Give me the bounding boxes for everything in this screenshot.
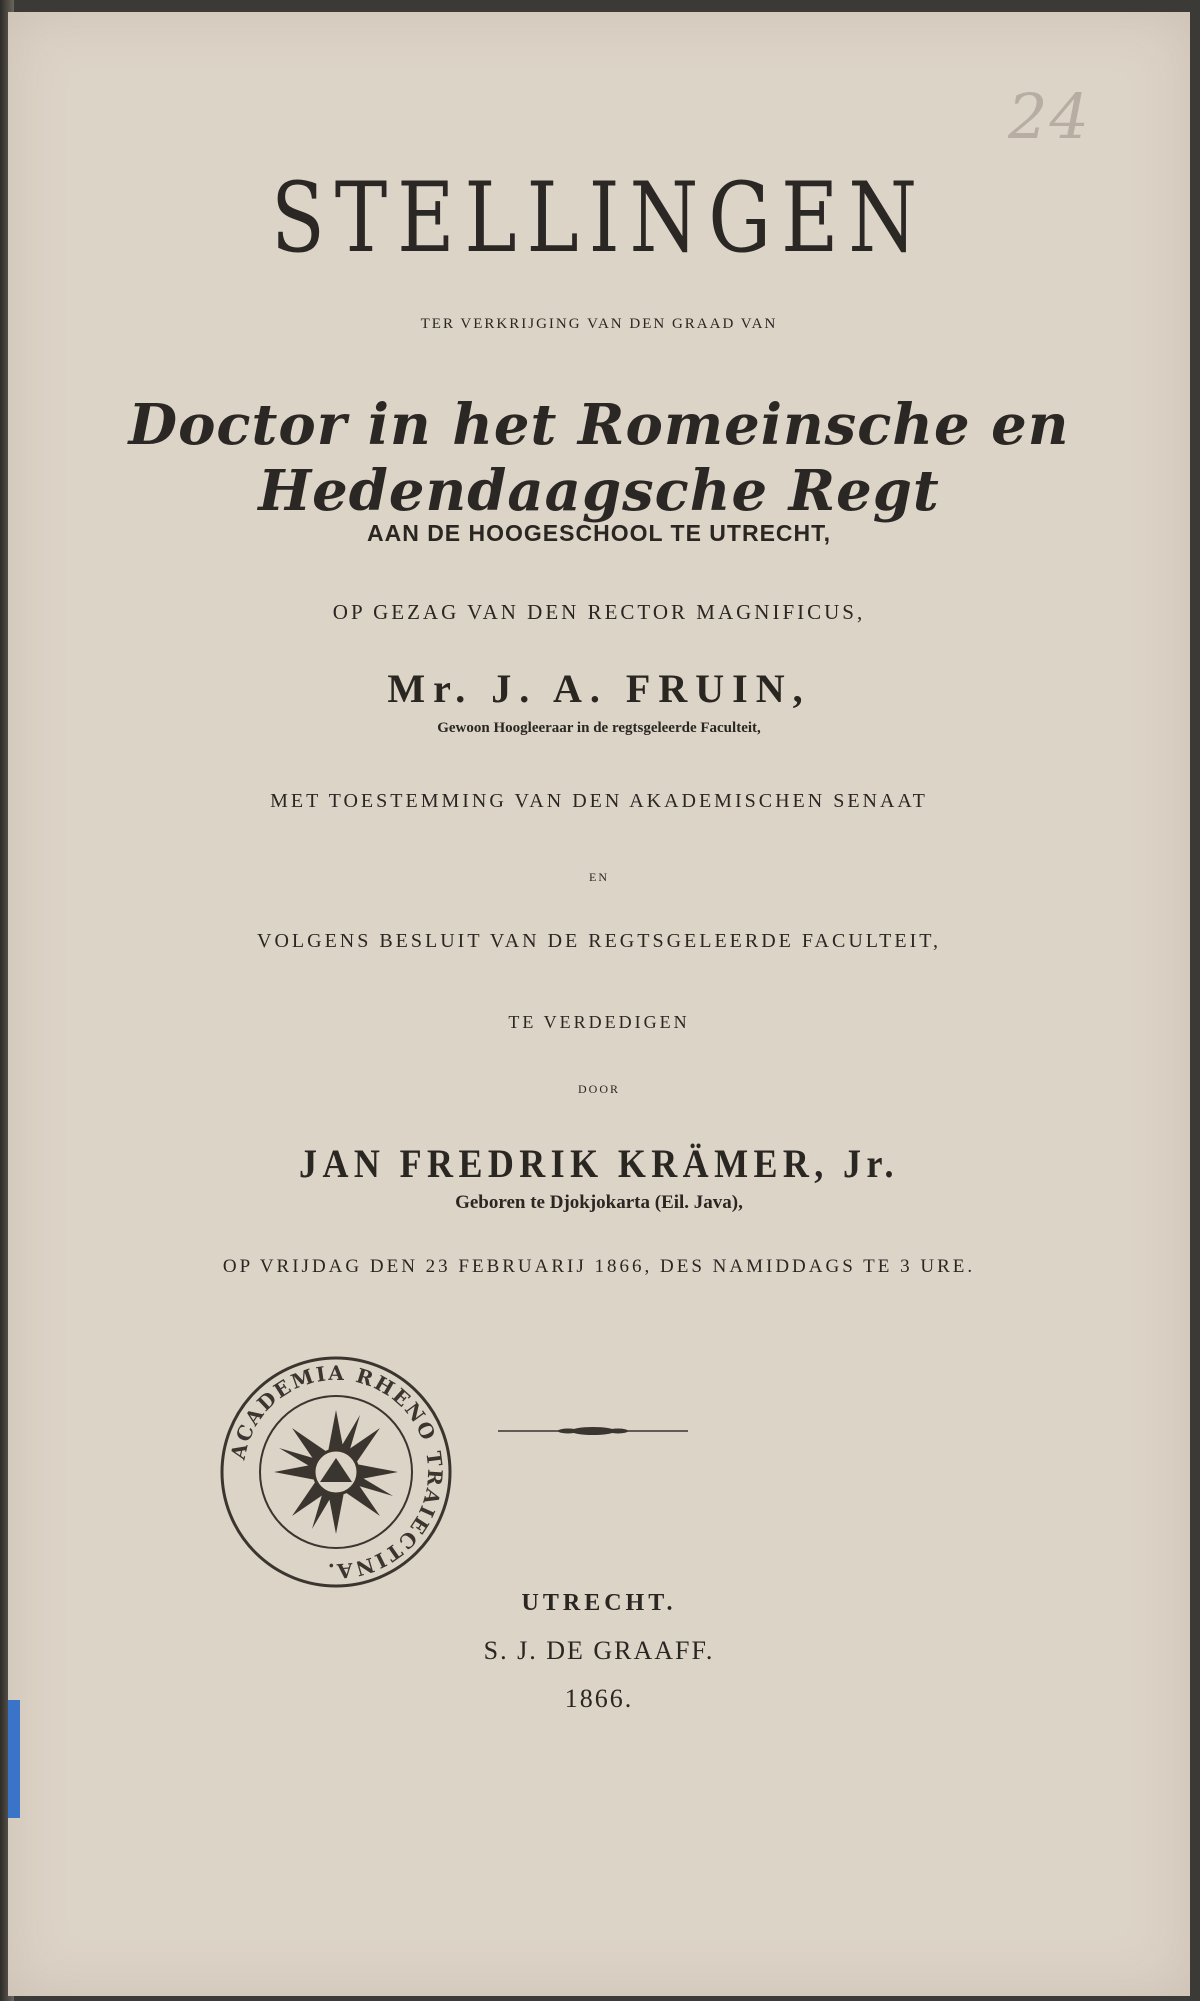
sun-icon — [274, 1410, 398, 1534]
degree-title: Doctor in het Romeinsche en Hedendaagsche Regt — [128, 392, 1070, 524]
author-name: JAN FREDRIK KRÄMER, Jr. — [299, 1141, 899, 1186]
defend-line: TE VERDEDIGEN — [508, 1012, 690, 1032]
decision-line: VOLGENS BESLUIT VAN DE REGTSGELEERDE FACULTEIT, — [257, 930, 941, 952]
rector-name: Mr. J. A. FRUIN, — [387, 666, 811, 711]
consent-line: MET TOESTEMMING VAN DEN AKADEMISCHEN SENAAT — [270, 790, 928, 812]
blue-bookmark-tab — [8, 1700, 20, 1818]
imprint-place: UTRECHT. — [521, 1590, 677, 1616]
imprint-printer: S. J. DE GRAAFF. — [483, 1636, 715, 1665]
ornamental-rule — [498, 1424, 688, 1438]
seal-text: ACADEMIA RHENO TRAIECTINA. — [225, 1360, 448, 1584]
authority-line: OP GEZAG VAN DEN RECTOR MAGNIFICUS, — [332, 600, 866, 624]
university-seal-stamp — [216, 1352, 456, 1592]
pencil-annotation: 24 — [1008, 80, 1091, 153]
subtitle: TER VERKRIJGING VAN DEN GRAAD VAN — [420, 316, 778, 332]
defense-date: OP VRIJDAG DEN 23 FEBRUARIJ 1866, DES NAMIDDAGS TE 3 URE. — [222, 1256, 976, 1277]
by-line: DOOR — [577, 1082, 620, 1096]
rector-role: Gewoon Hoogleeraar in de regtsgeleerde Faculteit, — [437, 720, 761, 736]
imprint-year: 1866. — [564, 1684, 634, 1713]
institution: AAN DE HOOGESCHOOL TE UTRECHT, — [366, 520, 832, 546]
conjunction: EN — [589, 870, 609, 884]
author-birth: Geboren te Djokjokarta (Eil. Java), — [455, 1192, 743, 1213]
title-page — [8, 12, 1190, 1996]
page-title: STELLINGEN — [270, 162, 928, 274]
